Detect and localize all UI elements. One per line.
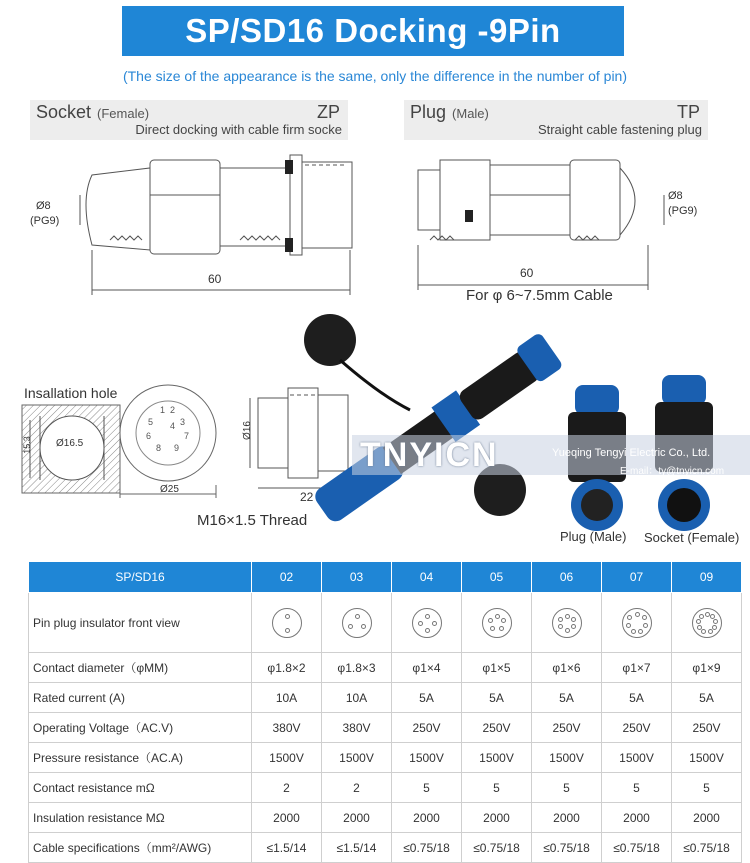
watermark-company: Yueqing Tengyi Electric Co., Ltd. <box>552 447 711 459</box>
table-cell: ≤1.5/14 <box>322 833 392 863</box>
table-cell: 380V <box>322 713 392 743</box>
pin-dot <box>705 612 710 617</box>
table-cell: ≤0.75/18 <box>672 833 742 863</box>
table-header-row <box>29 562 742 593</box>
install-flat: 15.3 <box>21 436 32 454</box>
pin-dot <box>432 621 437 626</box>
table-cell: 10A <box>322 683 392 713</box>
row-label: Rated current (A) <box>29 683 252 713</box>
pin-view-04 <box>412 608 442 638</box>
pin-dot <box>710 614 715 619</box>
install-hole-dia: Ø16.5 <box>56 438 84 449</box>
pin-dot <box>642 615 647 620</box>
table-cell: 5 <box>532 773 602 803</box>
table-header: 06 <box>532 562 602 593</box>
pin-dot <box>425 628 430 633</box>
table-cell: 2 <box>252 773 322 803</box>
socket-dia: Ø8 <box>36 200 51 212</box>
pin-dot <box>565 628 570 633</box>
pin-dot <box>418 621 423 626</box>
table-cell: 2000 <box>392 803 462 833</box>
table-row <box>29 773 742 803</box>
table-cell: 2000 <box>532 803 602 833</box>
table-cell: 2000 <box>672 803 742 833</box>
table-cell: 1500V <box>672 743 742 773</box>
table-row <box>29 833 742 863</box>
pin-dot <box>643 623 648 628</box>
row-label: Contact diameter（φMM) <box>29 653 252 683</box>
front-view-pins: 1 2 3 4 5 6 7 8 9 <box>146 405 190 453</box>
pin-dot <box>285 614 290 619</box>
plug-length: 60 <box>520 266 534 280</box>
socket-pg: (PG9) <box>30 215 60 227</box>
pin-dot <box>696 619 701 624</box>
table-cell: ≤0.75/18 <box>532 833 602 863</box>
table-row <box>29 683 742 713</box>
pin-dot <box>627 615 632 620</box>
plug-dia: Ø8 <box>668 190 683 202</box>
table-cell: 1500V <box>602 743 672 773</box>
table-cell: φ1.8×2 <box>252 653 322 683</box>
table-header: 04 <box>392 562 462 593</box>
plug-pg: (PG9) <box>668 205 698 217</box>
pin-view-06 <box>552 608 582 638</box>
table-row <box>29 593 742 653</box>
pin-dot <box>697 625 702 630</box>
pin-dot <box>701 629 706 634</box>
pin-dot <box>708 629 713 634</box>
watermark-logo: TNYICN <box>360 436 499 474</box>
table-header: 05 <box>462 562 532 593</box>
plug-code: TP <box>676 102 700 122</box>
pin-view-09 <box>692 608 722 638</box>
side-view-length: 22 <box>300 490 314 504</box>
table-cell: φ1×5 <box>462 653 532 683</box>
table-cell: 5 <box>392 773 462 803</box>
table-cell: 250V <box>602 713 672 743</box>
table-cell: 5A <box>462 683 532 713</box>
table-header: SP/SD16 <box>29 562 252 593</box>
table-header: 02 <box>252 562 322 593</box>
cable-note: For φ 6~7.5mm Cable <box>466 287 613 304</box>
table-header: 09 <box>672 562 742 593</box>
pin-dot <box>712 625 717 630</box>
pin-dot <box>499 626 504 631</box>
table-cell: ≤0.75/18 <box>392 833 462 863</box>
table-cell: 1500V <box>392 743 462 773</box>
pin-dot <box>490 626 495 631</box>
table-cell: 2000 <box>252 803 322 833</box>
table-cell: 380V <box>252 713 322 743</box>
table-cell: 1500V <box>462 743 532 773</box>
spec-table <box>28 561 742 863</box>
table-cell: φ1×4 <box>392 653 462 683</box>
pin-dot <box>501 618 506 623</box>
plug-title: Plug (Male) <box>410 102 489 122</box>
table-cell: φ1×6 <box>532 653 602 683</box>
table-row <box>29 743 742 773</box>
plug-desc: Straight cable fastening plug <box>537 122 702 137</box>
pin-dot <box>558 624 563 629</box>
socket-length: 60 <box>208 272 222 286</box>
row-label: Pressure resistance（AC.A) <box>29 743 252 773</box>
table-cell: ≤1.5/14 <box>252 833 322 863</box>
pin-dot <box>565 614 570 619</box>
pin-view-03 <box>342 608 372 638</box>
table-row <box>29 803 742 833</box>
row-label: Cable specifications（mm²/AWG) <box>29 833 252 863</box>
table-cell: φ1×9 <box>672 653 742 683</box>
pin-dot <box>571 617 576 622</box>
pin-dot <box>713 619 718 624</box>
table-cell: 5 <box>462 773 532 803</box>
table-cell: 250V <box>532 713 602 743</box>
table-cell: 1500V <box>322 743 392 773</box>
table-cell: ≤0.75/18 <box>602 833 672 863</box>
pin-dot <box>495 614 500 619</box>
table-cell: 5 <box>602 773 672 803</box>
table-header: 07 <box>602 562 672 593</box>
pin-dot <box>285 628 290 633</box>
table-cell: 250V <box>462 713 532 743</box>
table-row <box>29 653 742 683</box>
table-cell: 2 <box>322 773 392 803</box>
socket-code: ZP <box>316 102 340 122</box>
table-cell: 1500V <box>532 743 602 773</box>
pin-dot <box>699 614 704 619</box>
thread-note: M16×1.5 Thread <box>197 512 308 529</box>
pin-dot <box>361 624 366 629</box>
table-header: 03 <box>322 562 392 593</box>
table-cell: φ1.8×3 <box>322 653 392 683</box>
pin-dot <box>626 623 631 628</box>
pin-dot <box>348 624 353 629</box>
pin-dot <box>355 614 360 619</box>
pin-dot <box>638 629 643 634</box>
row-label: Contact resistance mΩ <box>29 773 252 803</box>
table-cell: 5A <box>672 683 742 713</box>
page-title: SP/SD16 Docking -9Pin <box>122 6 624 56</box>
row-label: Insulation resistance MΩ <box>29 803 252 833</box>
table-cell: 2000 <box>322 803 392 833</box>
table-cell: 10A <box>252 683 322 713</box>
table-cell: ≤0.75/18 <box>462 833 532 863</box>
male-photo-label: Plug (Male) <box>560 529 627 544</box>
pin-dot <box>571 624 576 629</box>
table-cell: 5A <box>602 683 672 713</box>
front-view-dia: Ø25 <box>160 484 179 495</box>
socket-desc: Direct docking with cable firm socke <box>135 122 342 137</box>
table-cell: 5 <box>672 773 742 803</box>
pin-dot <box>631 629 636 634</box>
pin-dot <box>635 612 640 617</box>
pin-view-05 <box>482 608 512 638</box>
table-cell: 2000 <box>602 803 672 833</box>
subtitle: (The size of the appearance is the same, only the difference in the number of pin) <box>122 68 628 84</box>
table-cell: 2000 <box>462 803 532 833</box>
watermark-email: E-mail：ty@tnyicn.com <box>620 466 725 477</box>
socket-title: Socket (Female) <box>36 102 150 122</box>
row-label: Pin plug insulator front view <box>29 593 252 653</box>
pin-view-02 <box>272 608 302 638</box>
side-view-dia: Ø16 <box>241 421 253 440</box>
table-row <box>29 713 742 743</box>
table-cell: 250V <box>672 713 742 743</box>
table-cell: φ1×7 <box>602 653 672 683</box>
pin-view-07 <box>622 608 652 638</box>
table-cell: 5A <box>392 683 462 713</box>
female-photo-label: Socket (Female) <box>644 530 740 545</box>
pin-dot <box>558 617 563 622</box>
table-cell: 5A <box>532 683 602 713</box>
pin-dot <box>425 614 430 619</box>
row-label: Operating Voltage（AC.V) <box>29 713 252 743</box>
table-cell: 250V <box>392 713 462 743</box>
pin-dot <box>488 618 493 623</box>
install-label: Insallation hole <box>24 385 118 401</box>
table-cell: 1500V <box>252 743 322 773</box>
